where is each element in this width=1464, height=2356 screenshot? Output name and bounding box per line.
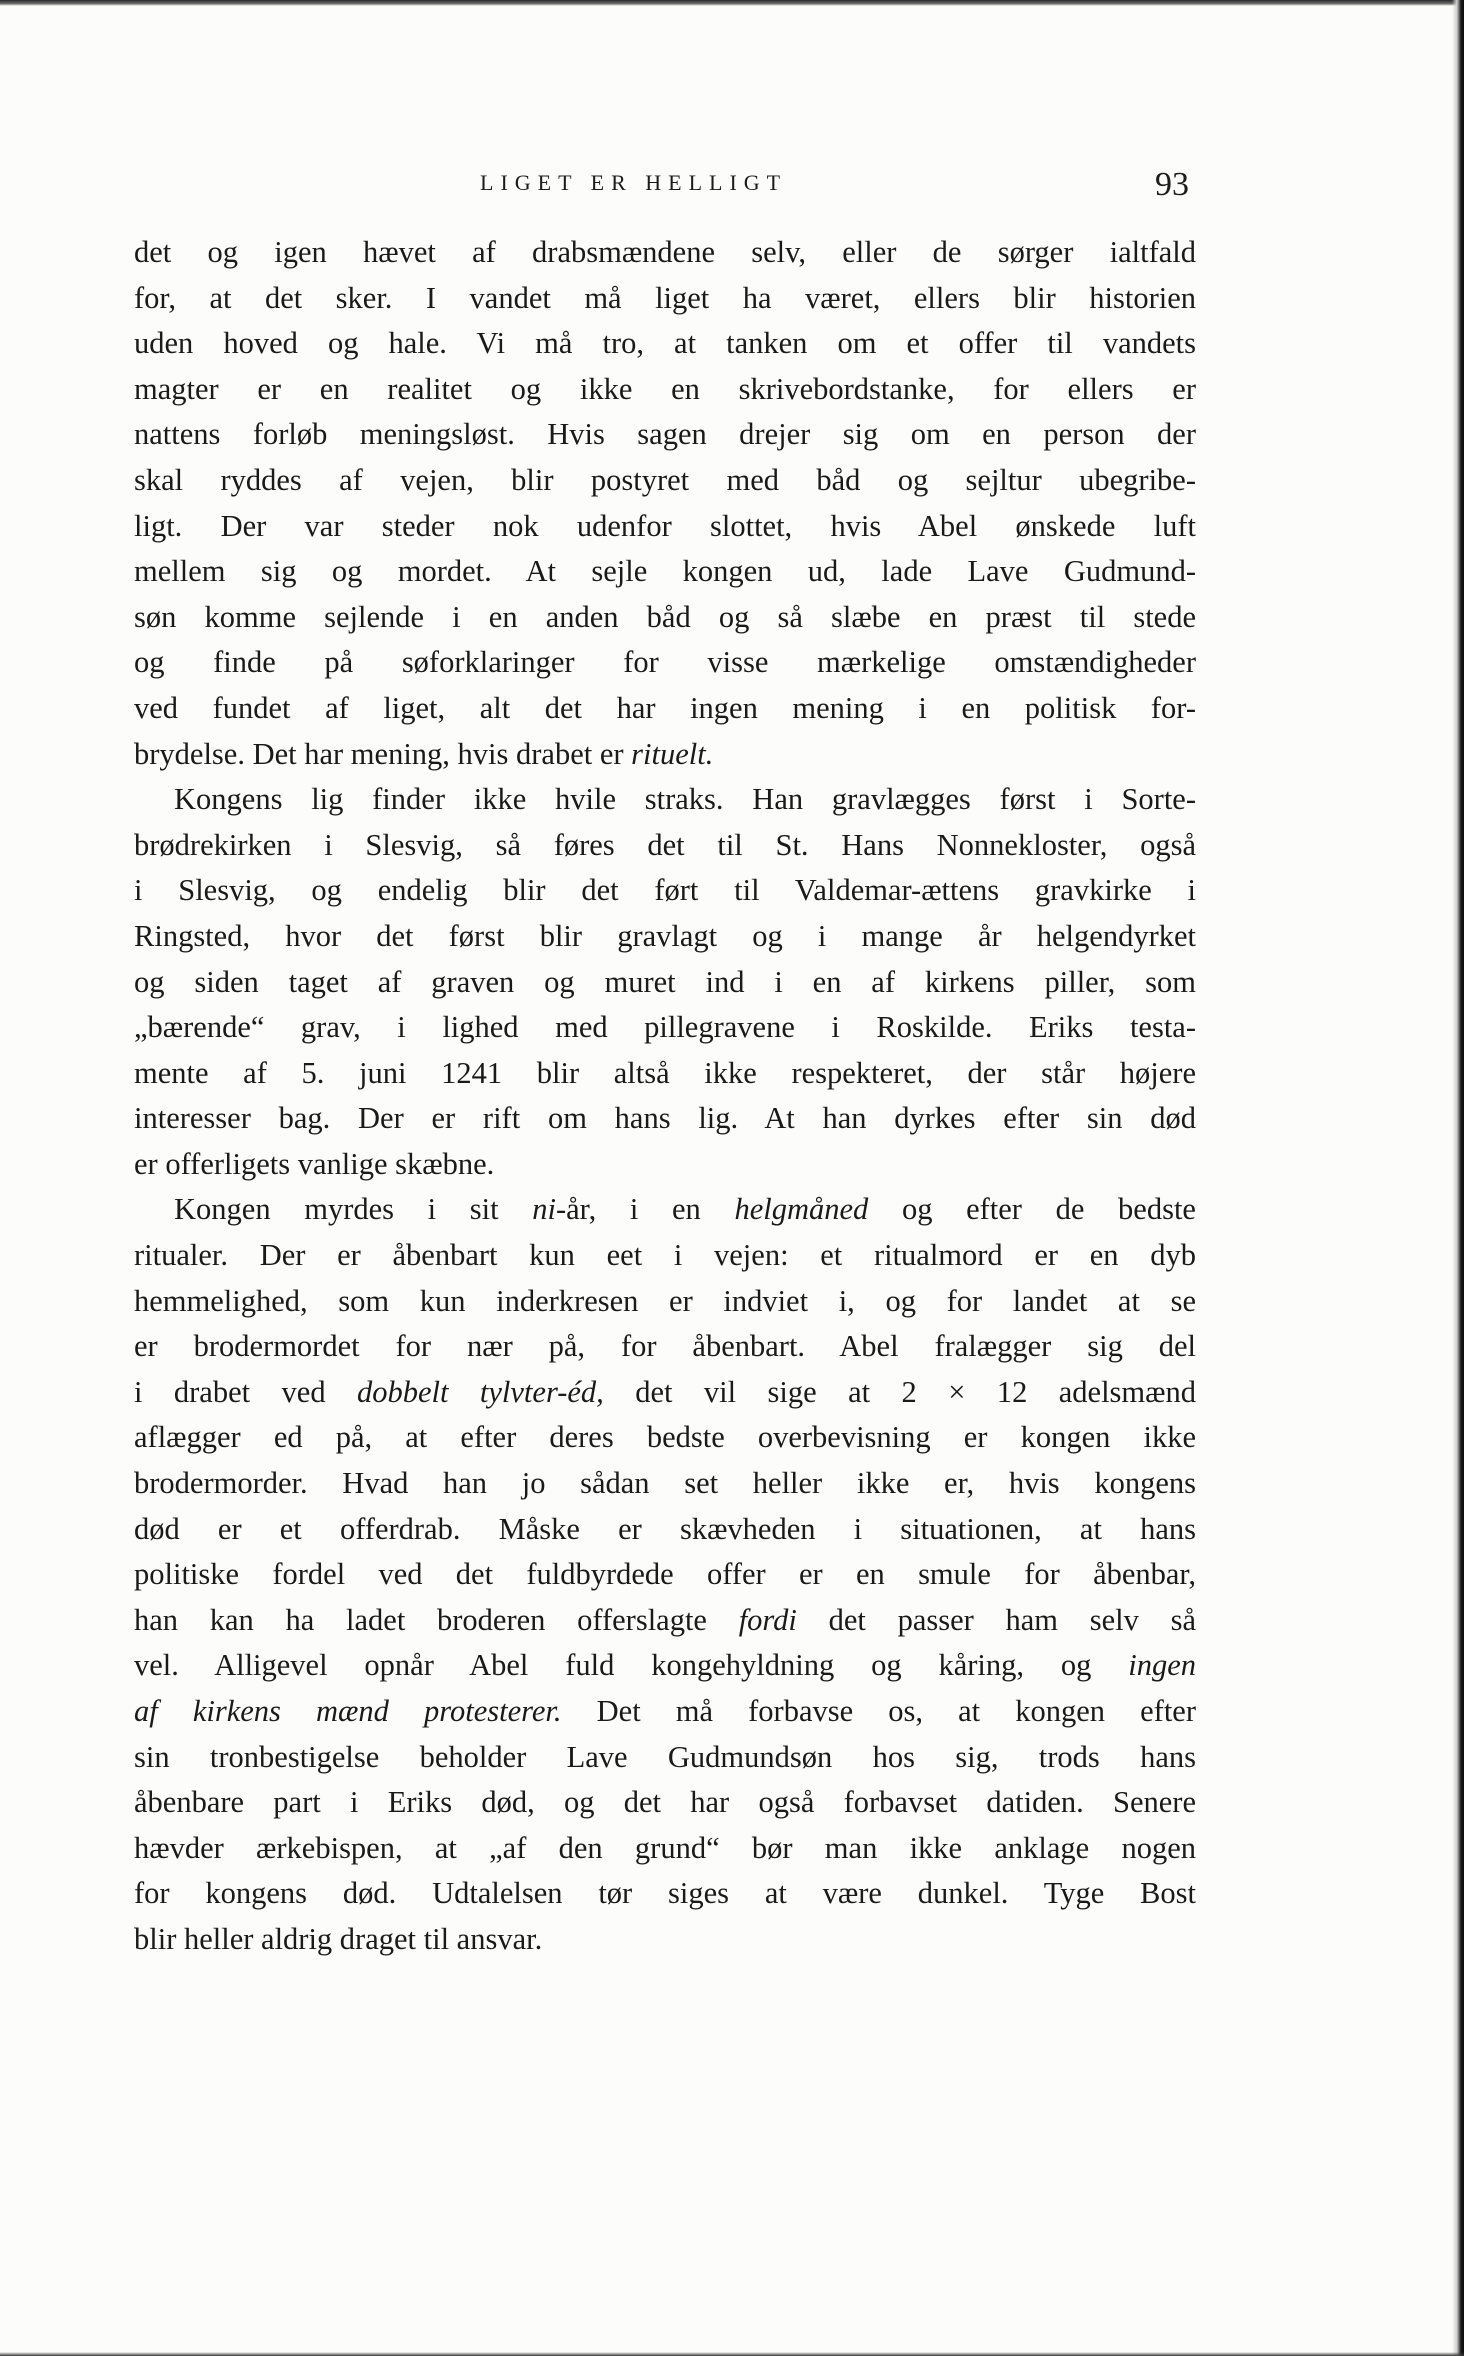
- text-segment: mente af 5. juni 1241 blir altså ikke respekteret, der står højere: [134, 1055, 1196, 1090]
- text-line: [134, 1871, 1196, 1917]
- text-line: [134, 412, 1196, 458]
- italic-text: af kirkens mænd protesterer.: [134, 1694, 562, 1728]
- page-number: 93: [1155, 166, 1189, 203]
- text-segment: for kongens død. Udtalelsen tør siges at være dunkel. Tyge Bost: [134, 1876, 1196, 1911]
- text-segment: blir heller aldrig draget til ansvar.: [134, 1921, 543, 1956]
- text-line: [134, 1370, 1196, 1416]
- italic-text: dobbelt tylvter-éd,: [357, 1374, 604, 1409]
- text-line: [134, 458, 1196, 504]
- text-segment: han kan ha ladet broderen offerslagte: [134, 1602, 739, 1637]
- text-segment: brydelse. Det har mening, hvis drabet er: [134, 736, 632, 771]
- text-segment: i Slesvig, og endelig blir det ført til Valdemar-ættens gravkirke i: [134, 873, 1196, 908]
- text-segment: er brodermordet for nær på, for åbenbart. Abel fralægger sig del: [134, 1329, 1196, 1364]
- text-segment: magter er en realitet og ikke en skrivebordstanke, for ellers er: [134, 371, 1196, 406]
- text-line: [134, 1507, 1196, 1553]
- scan-top-edge: [0, 0, 1464, 6]
- text-segment: det og igen hævet af drabsmændene selv, eller de sørger ialtfald: [134, 235, 1196, 269]
- italic-text: helgmåned: [734, 1192, 869, 1227]
- text-line: [134, 1735, 1196, 1781]
- text-line: [134, 1233, 1196, 1279]
- text-line: [134, 1643, 1196, 1689]
- text-line: [134, 230, 1196, 276]
- paragraph: [134, 777, 1196, 1187]
- text-segment: aflægger ed på, at efter deres bedste overbevisning er kongen ikke: [134, 1420, 1196, 1455]
- text-line: [134, 367, 1196, 413]
- text-segment: nattens forløb meningsløst. Hvis sagen drejer sig om en person der: [134, 417, 1196, 452]
- text-line: [134, 1142, 1196, 1188]
- text-line: [134, 1096, 1196, 1142]
- text-line: [134, 732, 1196, 778]
- italic-text: ni: [532, 1192, 556, 1227]
- text-segment: sin tronbestigelse beholder Lave Gudmundsøn hos sig, trods hans: [134, 1739, 1196, 1774]
- text-segment: interesser bag. Der er rift om hans lig. At han dyrkes efter sin død: [134, 1101, 1196, 1136]
- text-line: [134, 1051, 1196, 1097]
- text-segment: for, at det sker. I vandet må liget ha været, ellers blir historien: [134, 280, 1196, 315]
- text-segment: Kongen myrdes i sit: [174, 1192, 533, 1227]
- text-segment: politiske fordel ved det fuldbyrdede offer er en smule for åbenbar,: [134, 1557, 1196, 1592]
- text-segment: Ringsted, hvor det først blir gravlagt og i mange år helgendyrket: [134, 918, 1196, 953]
- text-segment: i drabet ved: [134, 1374, 357, 1409]
- text-line: [134, 1187, 1196, 1233]
- text-segment: vel. Alligevel opnår Abel fuld kongehyldning og kåring, og: [134, 1648, 1129, 1683]
- text-line: [134, 1826, 1196, 1872]
- text-line: [134, 1324, 1196, 1370]
- text-segment: det vil sige at 2 × 12 adelsmænd: [603, 1374, 1196, 1409]
- text-line: [134, 1598, 1196, 1644]
- text-line: [134, 823, 1196, 869]
- text-line: [134, 777, 1196, 823]
- text-segment: ritualer. Der er åbenbart kun eet i vejen: et ritualmord er en dyb: [134, 1238, 1196, 1273]
- text-segment: Det må forbavse os, at kongen efter: [561, 1694, 1196, 1728]
- scan-bottom-edge: [0, 2352, 1464, 2356]
- text-segment: brødrekirken i Slesvig, så føres det til St. Hans Nonnekloster, også: [134, 827, 1196, 862]
- italic-text: ingen: [1128, 1648, 1196, 1683]
- text-segment: „bærende“ grav, i lighed med pillegravene i Roskilde. Eriks testa-: [134, 1010, 1196, 1045]
- text-segment: død er et offerdrab. Måske er skævheden i situationen, at hans: [134, 1511, 1196, 1546]
- text-line: [134, 960, 1196, 1006]
- text-line: [134, 1415, 1196, 1461]
- text-line: [134, 595, 1196, 641]
- text-segment: det passer ham selv så: [796, 1602, 1196, 1637]
- text-segment: søn komme sejlende i en anden båd og så slæbe en præst til stede: [134, 599, 1196, 634]
- text-segment: mellem sig og mordet. At sejle kongen ud, lade Lave Gudmund-: [134, 554, 1196, 589]
- text-line: [134, 686, 1196, 732]
- text-segment: -år, i en: [555, 1192, 735, 1227]
- text-segment: hævder ærkebispen, at „af den grund“ bør man ikke anklage nogen: [134, 1830, 1196, 1865]
- paragraph: [134, 230, 1196, 777]
- paragraph: [134, 1187, 1196, 1962]
- text-line: [134, 1780, 1196, 1826]
- text-line: [134, 868, 1196, 914]
- text-segment: ved fundet af liget, alt det har ingen mening i en politisk for-: [134, 690, 1196, 725]
- text-line: [134, 504, 1196, 550]
- text-segment: og efter de bedste: [868, 1192, 1196, 1227]
- text-line: [134, 549, 1196, 595]
- text-segment: ligt. Der var steder nok udenfor slottet, hvis Abel ønskede luft: [134, 508, 1196, 543]
- text-line: [134, 321, 1196, 367]
- text-segment: og siden taget af graven og muret ind i en af kirkens piller, som: [134, 964, 1196, 999]
- text-segment: og finde på søforklaringer for visse mærkelige omstændigheder: [134, 645, 1196, 680]
- text-segment: Kongens lig finder ikke hvile straks. Han gravlægges først i Sorte-: [174, 782, 1196, 817]
- body-text: [134, 230, 1196, 1963]
- text-segment: er offerligets vanlige skæbne.: [134, 1146, 495, 1181]
- text-line: [134, 1917, 1196, 1963]
- text-line: [134, 1461, 1196, 1507]
- text-segment: skal ryddes af vejen, blir postyret med båd og sejltur ubegribe-: [134, 462, 1196, 497]
- text-segment: hemmelighed, som kun inderkresen er indviet i, og for landet at se: [134, 1283, 1196, 1318]
- italic-text: rituelt.: [631, 736, 714, 771]
- italic-text: fordi: [738, 1602, 797, 1637]
- text-line: [134, 276, 1196, 322]
- text-line: [134, 914, 1196, 960]
- text-segment: åbenbare part i Eriks død, og det har også forbavset datiden. Senere: [134, 1785, 1196, 1820]
- running-head: LIGET ER HELLIGT: [480, 170, 788, 195]
- text-line: [134, 1689, 1196, 1735]
- text-segment: uden hoved og hale. Vi må tro, at tanken om et offer til vandets: [134, 326, 1196, 361]
- text-line: [134, 1005, 1196, 1051]
- text-line: [134, 1552, 1196, 1598]
- text-line: [134, 1279, 1196, 1325]
- text-segment: brodermorder. Hvad han jo sådan set heller ikke er, hvis kongens: [134, 1466, 1196, 1501]
- text-line: [134, 640, 1196, 686]
- scan-right-edge: [1452, 0, 1464, 2356]
